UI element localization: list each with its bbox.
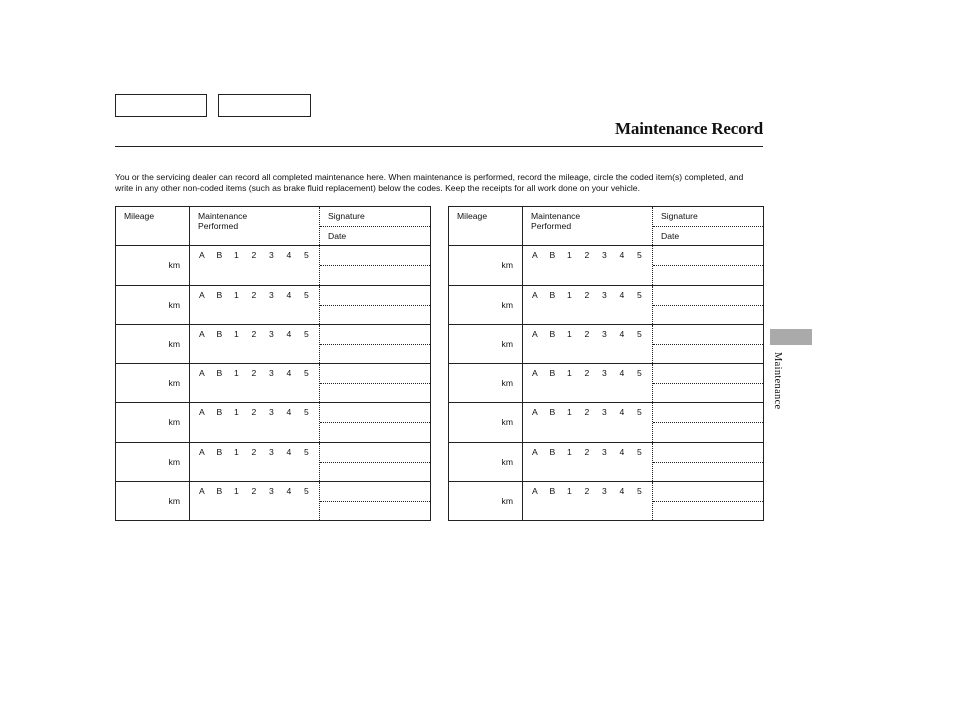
table-row [116, 364, 431, 403]
km-unit: km [501, 378, 513, 388]
service-code[interactable]: 1 [567, 368, 572, 378]
maintenance-cell[interactable] [523, 285, 653, 324]
service-code[interactable]: A [532, 250, 538, 261]
km-unit: km [501, 456, 513, 467]
service-codes [532, 447, 655, 457]
km-unit: km [501, 338, 513, 349]
table-row [449, 364, 764, 403]
table-row [116, 442, 431, 481]
service-code[interactable]: A [199, 446, 205, 457]
signature-date-divider [653, 462, 763, 463]
service-code[interactable]: A [199, 328, 205, 339]
signature-date-cell[interactable] [653, 285, 764, 324]
maintenance-header-label: Maintenance Performed [531, 211, 581, 231]
service-codes [199, 486, 322, 496]
service-code[interactable]: 2 [584, 485, 590, 496]
service-code[interactable]: 3 [269, 328, 274, 339]
service-code[interactable]: A [532, 289, 538, 300]
service-codes [532, 290, 655, 300]
signature-date-divider [653, 422, 763, 423]
service-code[interactable]: 1 [234, 289, 239, 300]
service-code[interactable]: 2 [251, 485, 257, 496]
service-code[interactable]: B [549, 289, 556, 300]
signature-header-label: Signature [328, 211, 365, 221]
service-code[interactable]: 2 [584, 250, 590, 261]
table-row [449, 442, 764, 481]
service-code[interactable]: B [216, 407, 223, 418]
service-code[interactable]: B [216, 368, 223, 378]
mileage-cell[interactable] [449, 442, 523, 481]
service-code[interactable]: 1 [234, 368, 239, 378]
service-codes [532, 368, 655, 378]
mileage-header-label: Mileage [457, 211, 488, 221]
maintenance-cell[interactable] [523, 442, 653, 481]
mileage-cell[interactable] [449, 324, 523, 363]
km-unit: km [168, 299, 180, 310]
table-header-row [116, 207, 431, 246]
header-maintenance [523, 207, 653, 246]
service-code[interactable]: 2 [251, 328, 257, 339]
signature-date-cell[interactable] [320, 285, 431, 324]
signature-date-cell[interactable] [320, 246, 431, 285]
service-code[interactable]: 1 [567, 289, 572, 300]
service-code[interactable]: 4 [286, 368, 292, 378]
service-code[interactable]: 2 [251, 407, 257, 418]
service-code[interactable]: 4 [619, 328, 625, 339]
maintenance-cell[interactable] [190, 364, 320, 403]
signature-date-cell[interactable] [653, 324, 764, 363]
table-row [116, 403, 431, 442]
signature-date-divider [320, 265, 430, 266]
service-code[interactable]: 3 [269, 485, 274, 496]
signature-date-cell[interactable] [320, 324, 431, 363]
service-codes [532, 250, 655, 260]
table-row [116, 285, 431, 324]
km-unit: km [501, 417, 513, 428]
km-unit: km [168, 417, 180, 428]
service-code[interactable]: 1 [234, 250, 239, 261]
service-code[interactable]: 3 [602, 289, 607, 300]
maintenance-cell[interactable] [190, 403, 320, 442]
signature-date-cell[interactable] [653, 403, 764, 442]
signature-date-cell[interactable] [653, 246, 764, 285]
title-divider [115, 146, 763, 147]
service-code[interactable]: 5 [304, 328, 309, 339]
service-code[interactable]: 2 [251, 250, 257, 261]
service-code[interactable]: 3 [602, 407, 607, 418]
service-code[interactable]: B [549, 407, 556, 418]
mileage-header-label: Mileage [124, 211, 155, 221]
signature-header-label: Signature [661, 211, 698, 221]
mileage-cell[interactable] [449, 403, 523, 442]
table-header-row [449, 207, 764, 246]
mileage-cell[interactable] [449, 481, 523, 520]
service-code[interactable]: 1 [567, 250, 572, 261]
signature-date-divider [653, 344, 763, 345]
service-code[interactable]: A [199, 289, 205, 300]
service-code[interactable]: B [549, 368, 556, 378]
service-code[interactable]: 4 [286, 407, 292, 418]
service-code[interactable]: 3 [602, 328, 607, 339]
service-codes [199, 368, 322, 378]
header-maintenance [190, 207, 320, 246]
mileage-cell[interactable] [449, 364, 523, 403]
km-unit: km [168, 456, 180, 467]
signature-date-divider [653, 226, 763, 227]
header-signature-date [320, 207, 431, 246]
maintenance-cell[interactable] [523, 246, 653, 285]
service-code[interactable]: 4 [619, 446, 625, 457]
service-codes [199, 407, 322, 417]
service-code[interactable]: 2 [584, 446, 590, 457]
maintenance-cell[interactable] [523, 324, 653, 363]
service-code[interactable]: 3 [602, 446, 607, 457]
service-code[interactable]: 5 [304, 446, 309, 457]
km-unit: km [168, 260, 180, 271]
service-code[interactable]: A [532, 485, 538, 496]
service-code[interactable]: 2 [251, 289, 257, 300]
signature-date-divider [320, 422, 430, 423]
service-code[interactable]: 2 [584, 328, 590, 339]
signature-date-cell[interactable] [320, 364, 431, 403]
signature-date-divider [653, 501, 763, 502]
signature-date-cell[interactable] [653, 442, 764, 481]
signature-date-cell[interactable] [653, 364, 764, 403]
mileage-cell[interactable] [116, 403, 190, 442]
service-code[interactable]: 4 [619, 289, 625, 300]
table-row [449, 403, 764, 442]
service-code[interactable]: 5 [304, 289, 309, 300]
service-code[interactable]: A [199, 250, 205, 261]
header-mileage [449, 207, 523, 246]
service-code[interactable]: 4 [286, 485, 292, 496]
mileage-cell[interactable] [116, 246, 190, 285]
service-codes [199, 250, 322, 260]
service-code[interactable]: 3 [269, 446, 274, 457]
service-code[interactable]: A [532, 446, 538, 457]
service-code[interactable]: B [549, 485, 556, 496]
signature-date-cell[interactable] [320, 403, 431, 442]
service-codes [199, 329, 322, 339]
date-header-label: Date [328, 231, 347, 241]
signature-date-divider [653, 383, 763, 384]
service-code[interactable]: 3 [602, 368, 607, 378]
km-unit: km [168, 495, 180, 506]
table-row [116, 246, 431, 285]
signature-date-divider [653, 305, 763, 306]
section-tab-label: Maintenance [772, 352, 783, 410]
service-code[interactable]: A [199, 368, 205, 378]
service-code[interactable]: 1 [567, 407, 572, 418]
maintenance-cell[interactable] [190, 442, 320, 481]
nav-button-next[interactable] [218, 94, 311, 117]
page-title: Maintenance Record [615, 119, 763, 138]
service-code[interactable]: 1 [234, 407, 239, 418]
service-code[interactable]: 4 [619, 368, 625, 378]
km-unit: km [168, 338, 180, 349]
mileage-cell[interactable] [116, 285, 190, 324]
maintenance-log-table-left [115, 206, 431, 521]
maintenance-cell[interactable] [190, 285, 320, 324]
signature-date-cell[interactable] [653, 481, 764, 520]
service-code[interactable]: 1 [567, 485, 572, 496]
service-code[interactable]: B [216, 446, 223, 457]
maintenance-log-table-right [448, 206, 764, 521]
service-code[interactable]: B [549, 446, 556, 457]
service-code[interactable]: 3 [269, 407, 274, 418]
mileage-cell[interactable] [116, 364, 190, 403]
header-mileage [116, 207, 190, 246]
mileage-cell[interactable] [116, 442, 190, 481]
service-code[interactable]: B [216, 328, 223, 339]
service-codes [199, 447, 322, 457]
service-code[interactable]: 3 [602, 250, 607, 261]
signature-date-divider [320, 462, 430, 463]
km-unit: km [501, 260, 513, 271]
service-code[interactable]: 5 [304, 250, 309, 261]
service-codes [532, 329, 655, 339]
service-code[interactable]: 2 [584, 289, 590, 300]
table-row [116, 481, 431, 520]
maintenance-cell[interactable] [523, 364, 653, 403]
signature-date-divider [653, 265, 763, 266]
table-row [449, 285, 764, 324]
section-tab-marker[interactable] [770, 329, 812, 345]
mileage-cell[interactable] [116, 481, 190, 520]
service-code[interactable]: A [199, 485, 205, 496]
maintenance-cell[interactable] [190, 481, 320, 520]
service-code[interactable]: 3 [269, 368, 274, 378]
service-code[interactable]: A [199, 407, 205, 418]
service-code[interactable]: 5 [304, 407, 309, 418]
km-unit: km [501, 299, 513, 310]
service-code[interactable]: B [216, 485, 223, 496]
service-code[interactable]: 5 [637, 368, 642, 378]
service-code[interactable]: B [216, 250, 223, 261]
service-code[interactable]: 2 [251, 368, 257, 378]
service-code[interactable]: 1 [234, 446, 239, 457]
service-code[interactable]: 1 [567, 328, 572, 339]
service-code[interactable]: 5 [304, 368, 309, 378]
nav-button-previous[interactable] [115, 94, 207, 117]
km-unit: km [501, 495, 513, 506]
service-code[interactable]: 1 [234, 485, 239, 496]
service-code[interactable]: 4 [286, 289, 292, 300]
header-signature-date [653, 207, 764, 246]
service-code[interactable]: A [532, 368, 538, 378]
service-code[interactable]: 4 [619, 485, 625, 496]
service-code[interactable]: 5 [304, 485, 309, 496]
service-code[interactable]: 3 [602, 485, 607, 496]
service-code[interactable]: 5 [637, 485, 642, 496]
maintenance-cell[interactable] [190, 246, 320, 285]
maintenance-header-label: Maintenance Performed [198, 211, 248, 231]
service-code[interactable]: 5 [637, 407, 642, 418]
service-code[interactable]: A [532, 328, 538, 339]
table-row [116, 324, 431, 363]
signature-date-divider [320, 226, 430, 227]
service-code[interactable]: 4 [286, 328, 292, 339]
service-code[interactable]: 4 [286, 446, 292, 457]
service-code[interactable]: 2 [584, 368, 590, 378]
service-code[interactable]: 3 [269, 250, 274, 261]
mileage-cell[interactable] [116, 324, 190, 363]
signature-date-divider [320, 501, 430, 502]
maintenance-cell[interactable] [523, 481, 653, 520]
service-code[interactable]: 5 [637, 446, 642, 457]
service-code[interactable]: 2 [584, 407, 590, 418]
signature-date-divider [320, 383, 430, 384]
maintenance-cell[interactable] [190, 324, 320, 363]
service-code[interactable]: 5 [637, 250, 642, 261]
service-code[interactable]: B [549, 328, 556, 339]
service-codes [532, 486, 655, 496]
service-code[interactable]: 4 [619, 250, 625, 261]
service-code[interactable]: 5 [637, 289, 642, 300]
km-unit: km [168, 378, 180, 388]
service-code[interactable]: 4 [286, 250, 292, 261]
table-row [449, 246, 764, 285]
service-code[interactable]: 1 [567, 446, 572, 457]
service-code[interactable]: 1 [234, 328, 239, 339]
service-code[interactable]: 5 [637, 328, 642, 339]
maintenance-cell[interactable] [523, 403, 653, 442]
service-codes [532, 407, 655, 417]
mileage-cell[interactable] [449, 285, 523, 324]
mileage-cell[interactable] [449, 246, 523, 285]
intro-paragraph: You or the servicing dealer can record all completed maintenance here. When maintenance is performed, record the mileage, circle the coded item(s) completed, and write in any other non-coded items (such as brake fluid replacement) below the codes. Keep the receipts for all work done on your vehicle. [115, 172, 744, 193]
service-code[interactable]: A [532, 407, 538, 418]
signature-date-cell[interactable] [320, 481, 431, 520]
service-code[interactable]: 3 [269, 289, 274, 300]
signature-date-cell[interactable] [320, 442, 431, 481]
date-header-label: Date [661, 231, 680, 241]
signature-date-divider [320, 305, 430, 306]
service-code[interactable]: B [549, 250, 556, 261]
service-code[interactable]: 4 [619, 407, 625, 418]
signature-date-divider [320, 344, 430, 345]
table-row [449, 481, 764, 520]
service-code[interactable]: 2 [251, 446, 257, 457]
service-codes [199, 290, 322, 300]
table-row [449, 324, 764, 363]
service-code[interactable]: B [216, 289, 223, 300]
